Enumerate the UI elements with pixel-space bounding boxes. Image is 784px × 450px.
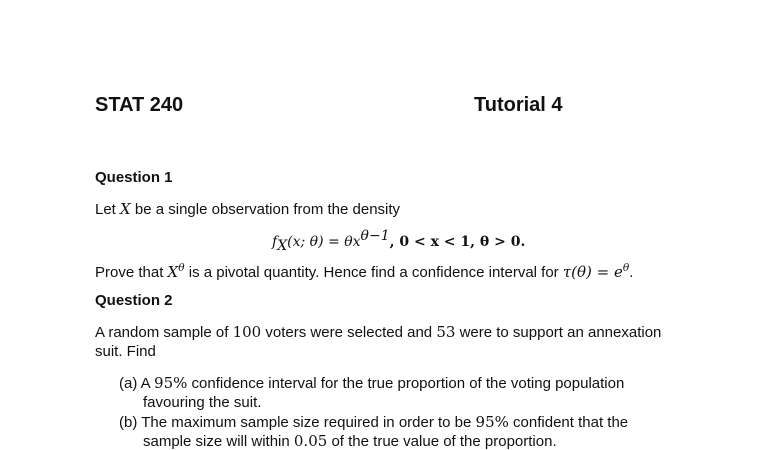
eq-lhs-sub: X <box>277 238 288 254</box>
part-b-label: (b) The maximum sample size required in order to be <box>119 414 476 431</box>
part-b-line2-a: sample size will within <box>143 433 294 450</box>
q2-line1-c: were to support an annexation <box>455 324 662 341</box>
q2-line1-a: A random sample of <box>95 324 233 341</box>
question-1-prove <box>95 262 633 281</box>
prove-tau-exp: θ <box>622 262 630 274</box>
eq-lhs: f <box>272 234 278 250</box>
intro-after: be a single observation from the density <box>130 201 401 218</box>
part-b-line-1 <box>119 413 628 431</box>
density-equation <box>272 228 525 254</box>
question-1-intro <box>95 200 400 218</box>
question-2-line-2: suit. Find <box>95 343 156 360</box>
eq-exp: θ−1 <box>360 228 390 244</box>
part-b-line2-b: of the true value of the proportion. <box>327 433 557 450</box>
part-a-line-1 <box>119 374 624 392</box>
part-a-line-2: favouring the suit. <box>143 394 262 411</box>
eq-cond: , 0 < x < 1, θ > 0. <box>389 234 526 250</box>
q2-support-count: 53 <box>436 323 456 341</box>
part-a-label: (a) A <box>119 375 155 392</box>
prove-var: X <box>167 263 179 281</box>
question-1-heading: Question 1 <box>95 169 173 186</box>
course-title: STAT 240 <box>95 94 184 116</box>
q2-line1-b: voters were selected and <box>261 324 437 341</box>
question-2-heading: Question 2 <box>95 292 173 309</box>
part-a-pct: 95% <box>154 374 188 392</box>
intro-before: Let <box>95 201 121 218</box>
part-b-text: confident that the <box>508 414 629 431</box>
question-2-line-1 <box>95 323 661 341</box>
part-b-tolerance: 0.05 <box>293 432 328 450</box>
eq-args: (x; θ) = θx <box>287 234 361 250</box>
part-b-pct: 95% <box>475 413 509 431</box>
prove-exp: θ <box>178 262 185 274</box>
tutorial-title: Tutorial 4 <box>474 94 563 116</box>
prove-mid: is a pivotal quantity. Hence find a confidence interval for <box>184 264 563 281</box>
q2-sample-size: 100 <box>232 323 262 341</box>
prove-before: Prove that <box>95 264 168 281</box>
intro-var: X <box>120 200 131 218</box>
part-a-text: confidence interval for the true proportion of the voting population <box>187 375 625 392</box>
part-b-line-2 <box>143 432 557 450</box>
prove-end: . <box>629 264 634 281</box>
prove-tau: τ(θ) = e <box>562 263 623 281</box>
